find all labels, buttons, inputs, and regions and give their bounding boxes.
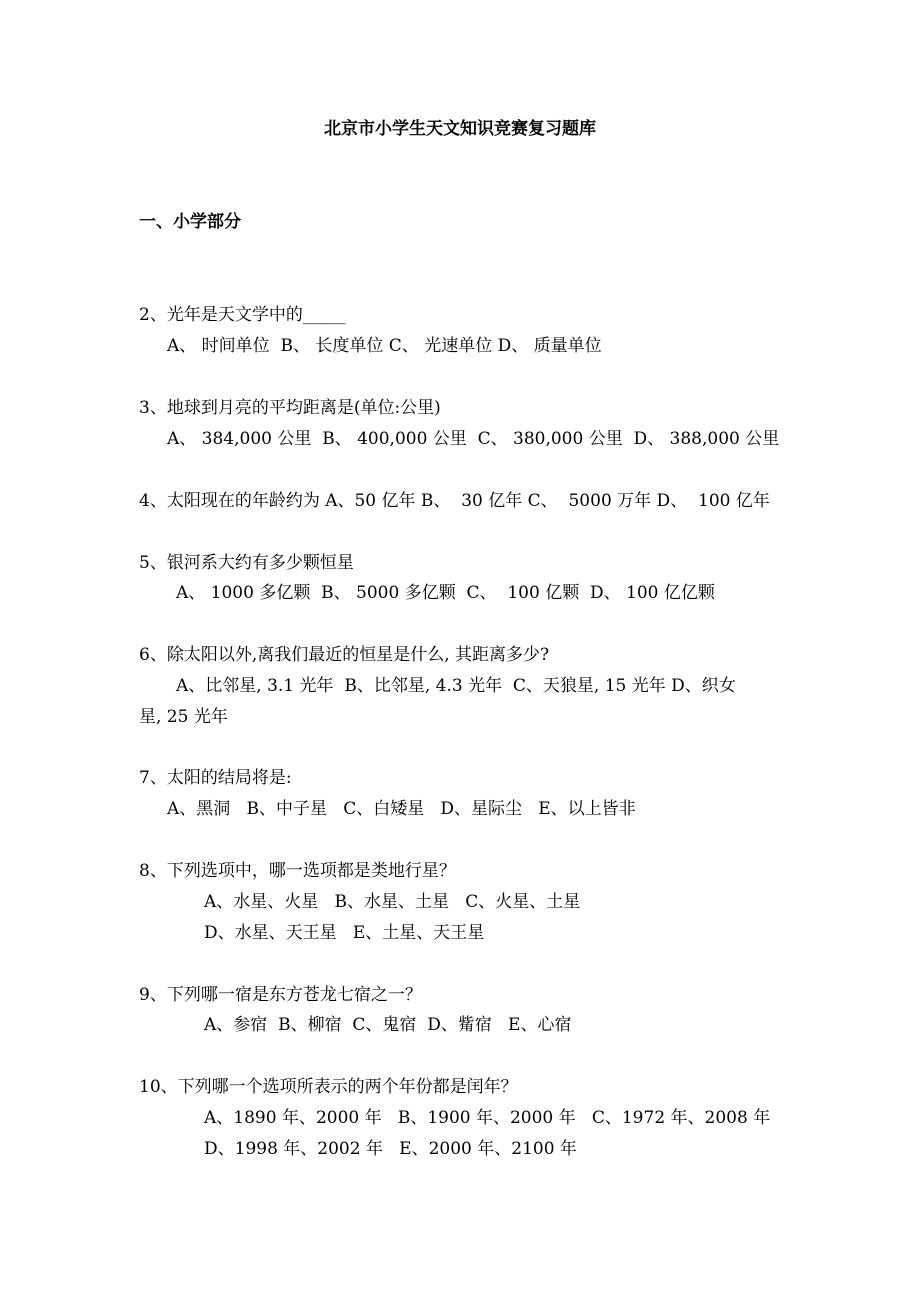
question-8-options-line-1: A、水星、火星 B、水星、土星 C、火星、土星	[204, 892, 581, 912]
question-9-options: A、参宿 B、柳宿 C、鬼宿 D、觜宿 E、心宿	[204, 1015, 572, 1035]
question-6-options-line-1: A、比邻星, 3.1 光年 B、比邻星, 4.3 光年 C、天狼星, 15 光年 D、织女	[176, 676, 736, 696]
question-10-options-line-1: A、1890 年、2000 年 B、1900 年、2000 年 C、1972 年、2008 年	[204, 1108, 771, 1128]
question-2-stem: 2、光年是天文学中的_____	[139, 305, 346, 325]
question-7-stem: 7、太阳的结局将是:	[139, 768, 292, 788]
question-3-stem: 3、地球到月亮的平均距离是(单位:公里)	[139, 398, 441, 418]
question-3-options: A、 384,000 公里 B、 400,000 公里 C、 380,000 公里 D、 388,000 公里	[167, 429, 780, 449]
question-2-options: A、 时间单位 B、 长度单位 C、 光速单位 D、 质量单位	[167, 336, 602, 356]
question-8-options-line-2: D、水星、天王星 E、土星、天王星	[204, 923, 485, 943]
question-6-stem: 6、除太阳以外,离我们最近的恒星是什么, 其距离多少?	[139, 645, 550, 665]
question-8-stem: 8、下列选项中，哪一选项都是类地行星？	[139, 861, 456, 881]
section-heading: 一、小学部分	[139, 212, 241, 232]
question-6-options-line-2: 星, 25 光年	[139, 707, 228, 727]
question-7-options: A、黑洞 B、中子星 C、白矮星 D、星际尘 E、以上皆非	[167, 799, 636, 819]
question-5-options: A、 1000 多亿颗 B、 5000 多亿颗 C、 100 亿颗 D、 100 亿亿颗	[176, 583, 715, 603]
question-10-options-line-2: D、1998 年、2002 年 E、2000 年、2100 年	[204, 1139, 577, 1159]
question-9-stem: 9、下列哪一宿是东方苍龙七宿之一？	[139, 985, 422, 1005]
document-title: 北京市小学生天文知识竞赛复习题库	[324, 119, 596, 139]
question-10-stem: 10、下列哪一个选项所表示的两个年份都是闰年？	[139, 1077, 518, 1097]
question-5-stem: 5、银河系大约有多少颗恒星	[139, 553, 354, 573]
question-4-stem: 4、太阳现在的年龄约为 A、50 亿年 B、 30 亿年 C、 5000 万年 D、 100 亿年	[139, 491, 770, 511]
